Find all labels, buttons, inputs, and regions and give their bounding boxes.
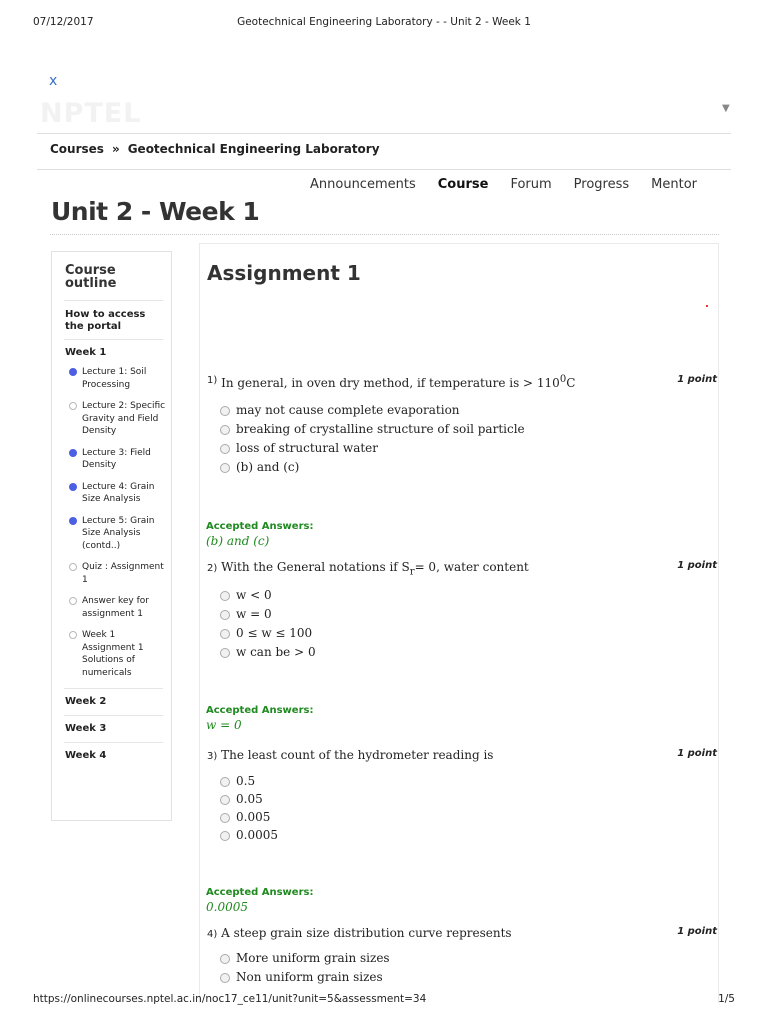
title-divider bbox=[50, 234, 719, 235]
question-text bbox=[207, 374, 719, 390]
question-text bbox=[207, 748, 719, 762]
radio-button[interactable] bbox=[220, 973, 230, 983]
incomplete-dot-icon bbox=[69, 402, 77, 410]
points-label: 1 point bbox=[677, 374, 717, 385]
incomplete-dot-icon bbox=[69, 631, 77, 639]
nav-forum[interactable]: Forum bbox=[510, 177, 552, 192]
completed-dot-icon bbox=[69, 368, 77, 376]
incomplete-dot-icon bbox=[69, 563, 77, 571]
lecture-item[interactable] bbox=[68, 447, 171, 472]
divider bbox=[37, 133, 731, 134]
accepted-answer: (b) and (c) bbox=[206, 534, 270, 548]
points-label: 1 point bbox=[677, 560, 717, 571]
assignment-title: Assignment 1 bbox=[207, 261, 361, 285]
lecture-item[interactable] bbox=[68, 629, 171, 679]
question-text-part: = 0, water content bbox=[414, 560, 529, 574]
superscript: 0 bbox=[559, 374, 567, 385]
breadcrumb-courses-link[interactable]: Courses bbox=[50, 142, 104, 156]
question-3 bbox=[207, 748, 719, 762]
question-text-part: In general, in oven dry method, if temperature is > 110 bbox=[221, 376, 560, 390]
course-nav bbox=[310, 177, 697, 192]
question-text-part: With the General notations if S bbox=[221, 560, 410, 574]
question-text-part: A steep grain size distribution curve represents bbox=[221, 926, 512, 940]
points-label: 1 point bbox=[677, 748, 717, 759]
radio-button[interactable] bbox=[220, 591, 230, 601]
print-footer bbox=[0, 993, 768, 1007]
required-marker bbox=[706, 305, 708, 307]
option-label: 0.5 bbox=[236, 774, 256, 788]
sidebar-title: Course outline bbox=[65, 263, 117, 291]
completed-dot-icon bbox=[69, 449, 77, 457]
lecture-item[interactable] bbox=[68, 481, 171, 506]
option-label: 0.05 bbox=[236, 792, 263, 806]
breadcrumb-course-link[interactable]: Geotechnical Engineering Laboratory bbox=[127, 142, 380, 156]
accepted-answers-label: Accepted Answers: bbox=[206, 705, 314, 716]
option-label: breaking of crystalline structure of soil particle bbox=[236, 422, 525, 436]
lecture-label: Answer key for assignment 1 bbox=[82, 596, 149, 619]
lecture-label: Lecture 5: Grain Size Analysis (contd..) bbox=[82, 515, 155, 551]
radio-button[interactable] bbox=[220, 831, 230, 841]
radio-button[interactable] bbox=[220, 406, 230, 416]
option-label: Non uniform grain sizes bbox=[236, 970, 383, 984]
lecture-item[interactable] bbox=[68, 515, 171, 553]
lecture-item[interactable] bbox=[68, 595, 171, 620]
question-number: 4) bbox=[207, 929, 218, 940]
points-label: 1 point bbox=[677, 926, 717, 937]
print-page-number: 1/5 bbox=[718, 993, 735, 1005]
accepted-answer: w = 0 bbox=[206, 718, 242, 732]
option-label: 0.0005 bbox=[236, 828, 278, 842]
question-text-part: C bbox=[566, 376, 576, 390]
radio-button[interactable] bbox=[220, 425, 230, 435]
question-number: 3) bbox=[207, 751, 218, 762]
question-text bbox=[207, 926, 719, 940]
radio-button[interactable] bbox=[220, 777, 230, 787]
radio-button[interactable] bbox=[220, 463, 230, 473]
lecture-label: Lecture 3: Field Density bbox=[82, 447, 151, 470]
course-outline-sidebar bbox=[51, 251, 172, 821]
question-text-part: The least count of the hydrometer reading is bbox=[221, 748, 494, 762]
print-title: Geotechnical Engineering Laboratory - - Unit 2 - Week 1 bbox=[237, 16, 531, 28]
breadcrumb-separator: » bbox=[111, 142, 120, 156]
radio-button[interactable] bbox=[220, 444, 230, 454]
option-label: 0 ≤ w ≤ 100 bbox=[236, 626, 313, 640]
accepted-answers-label: Accepted Answers: bbox=[206, 521, 314, 532]
option-label: loss of structural water bbox=[236, 441, 379, 455]
sidebar-item-week-2[interactable]: Week 2 bbox=[64, 688, 163, 715]
nav-announcements[interactable]: Announcements bbox=[310, 177, 416, 192]
radio-button[interactable] bbox=[220, 610, 230, 620]
option-label: 0.005 bbox=[236, 810, 271, 824]
option-label: w < 0 bbox=[236, 588, 272, 602]
lecture-item[interactable] bbox=[68, 561, 171, 586]
lecture-item[interactable] bbox=[68, 366, 171, 391]
accepted-answers-label: Accepted Answers: bbox=[206, 887, 314, 898]
completed-dot-icon bbox=[69, 517, 77, 525]
question-4 bbox=[207, 926, 719, 940]
page-title: Unit 2 - Week 1 bbox=[51, 197, 260, 226]
question-text bbox=[207, 560, 719, 577]
close-icon[interactable]: x bbox=[49, 73, 58, 89]
radio-button[interactable] bbox=[220, 629, 230, 639]
question-1 bbox=[207, 374, 719, 390]
radio-button[interactable] bbox=[220, 795, 230, 805]
sidebar-item-portal[interactable]: How to access the portal bbox=[64, 300, 163, 339]
completed-dot-icon bbox=[69, 483, 77, 491]
accepted-answers bbox=[206, 521, 313, 548]
print-date: 07/12/2017 bbox=[33, 16, 94, 28]
lecture-item[interactable] bbox=[68, 400, 171, 438]
sidebar-item-week-4[interactable]: Week 4 bbox=[64, 742, 163, 769]
lecture-label: Lecture 1: Soil Processing bbox=[82, 367, 147, 390]
lecture-label: Lecture 2: Specific Gravity and Field Density bbox=[82, 401, 166, 436]
option-label: w can be > 0 bbox=[236, 645, 316, 659]
subscript: r bbox=[409, 566, 415, 578]
week-1-lectures bbox=[68, 366, 171, 679]
option-label: w = 0 bbox=[236, 607, 272, 621]
question-number: 1) bbox=[207, 375, 218, 386]
assignment-panel bbox=[199, 243, 719, 1003]
lecture-label: Week 1 Assignment 1 Solutions of numericals bbox=[82, 630, 144, 678]
accepted-answer: 0.0005 bbox=[206, 900, 248, 914]
nav-progress[interactable]: Progress bbox=[573, 177, 630, 192]
sidebar-item-week-3[interactable]: Week 3 bbox=[64, 715, 163, 742]
question-number: 2) bbox=[207, 563, 218, 574]
print-url: https://onlinecourses.nptel.ac.in/noc17_ce11/unit?unit=5&assessment=34 bbox=[33, 993, 427, 1005]
nav-mentor[interactable]: Mentor bbox=[651, 177, 697, 192]
breadcrumb bbox=[50, 142, 380, 156]
nptel-logo: NPTEL bbox=[40, 98, 142, 129]
incomplete-dot-icon bbox=[69, 597, 77, 605]
radio-button[interactable] bbox=[220, 648, 230, 658]
radio-button[interactable] bbox=[220, 813, 230, 823]
question-2 bbox=[207, 560, 719, 577]
lecture-label: Lecture 4: Grain Size Analysis bbox=[82, 481, 155, 504]
divider bbox=[37, 169, 731, 170]
lecture-label: Quiz : Assignment 1 bbox=[82, 562, 164, 585]
accepted-answers bbox=[206, 705, 313, 732]
print-header bbox=[0, 16, 768, 30]
option-label: may not cause complete evaporation bbox=[236, 403, 460, 417]
chevron-down-icon[interactable]: ▼ bbox=[722, 103, 730, 114]
nav-course[interactable]: Course bbox=[437, 177, 489, 192]
option-label: More uniform grain sizes bbox=[236, 951, 390, 965]
accepted-answers bbox=[206, 887, 313, 914]
option-label: (b) and (c) bbox=[236, 460, 300, 474]
sidebar-item-week-1[interactable]: Week 1 bbox=[64, 339, 163, 366]
radio-button[interactable] bbox=[220, 954, 230, 964]
